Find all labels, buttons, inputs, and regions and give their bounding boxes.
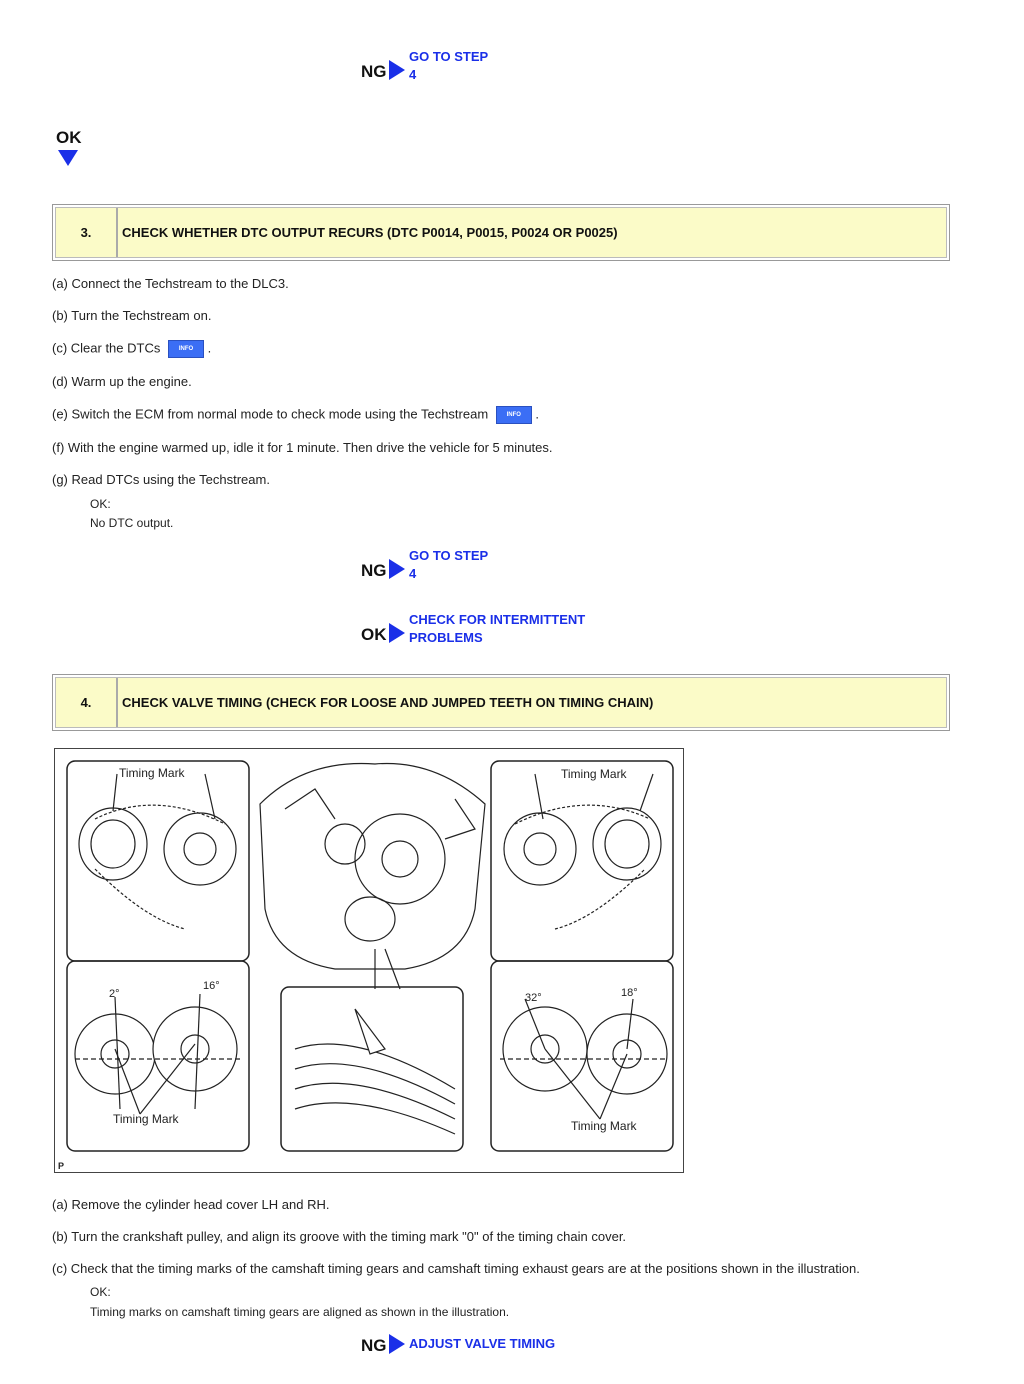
item-tail: . — [207, 340, 212, 356]
ok-label: OK — [361, 625, 387, 644]
step-3-header — [52, 204, 950, 261]
label-angle-2: 2° — [109, 988, 120, 1000]
link-line1[interactable]: GO TO STEP — [409, 49, 489, 64]
ok-marker-label: OK — [56, 128, 82, 147]
ng-nav-step4 — [361, 1322, 555, 1356]
ok-criteria-text: No DTC output. — [90, 516, 174, 530]
go-to-step-link[interactable] — [409, 48, 488, 84]
step3-item-e — [52, 406, 539, 424]
step3-item-d: (d) Warm up the engine. — [52, 374, 192, 389]
gears-bottom-left — [75, 994, 240, 1114]
step3-item-g: (g) Read DTCs using the Techstream. — [52, 472, 270, 487]
ok-nav-step3 — [361, 611, 585, 647]
ok-criteria-title: OK: — [90, 1285, 111, 1299]
ng-nav-step3 — [361, 547, 488, 583]
step3-item-c — [52, 340, 211, 358]
arrow-right-icon — [389, 623, 405, 643]
step-title: CHECK WHETHER DTC OUTPUT RECURS (DTC P0014, P0015, P0024 OR P0025) — [118, 208, 946, 257]
step-number: 4. — [56, 678, 118, 727]
label-angle-16: 16° — [203, 980, 220, 992]
step4-item-c: (c) Check that the timing marks of the camshaft timing gears and camshaft timing exhaust gears are at the positions shown in the illustration. — [52, 1261, 860, 1276]
item-text: (c) Clear the DTCs — [52, 340, 161, 356]
step3-item-a: (a) Connect the Techstream to the DLC3. — [52, 276, 289, 291]
link-line2[interactable]: 4 — [409, 566, 417, 581]
item-tail: . — [535, 406, 540, 422]
step3-item-b: (b) Turn the Techstream on. — [52, 308, 212, 323]
ng-label: NG — [361, 1336, 387, 1355]
gears-bottom-right — [500, 999, 667, 1119]
link-line2[interactable]: PROBLEMS — [409, 630, 483, 645]
label-timing-mark-bl: Timing Mark — [113, 1112, 179, 1126]
timing-diagram-svg — [55, 749, 683, 1172]
link-line1[interactable]: CHECK FOR INTERMITTENT — [409, 612, 586, 627]
arrow-right-icon — [389, 60, 405, 80]
arrow-right-icon — [389, 1334, 405, 1354]
valve-timing-illustration — [54, 748, 684, 1173]
item-text: (e) Switch the ECM from normal mode to check mode using the Techstream — [52, 406, 489, 422]
step-4-header — [52, 674, 950, 731]
check-intermittent-link[interactable] — [409, 611, 585, 647]
info-button[interactable]: INFO — [496, 406, 532, 424]
info-button[interactable]: INFO — [168, 340, 204, 358]
center-zoom-detail — [295, 1009, 455, 1134]
ng-label: NG — [361, 62, 387, 81]
ok-criteria-text: Timing marks on camshaft timing gears are aligned as shown in the illustration. — [90, 1305, 510, 1319]
link-line1[interactable]: GO TO STEP — [409, 548, 489, 563]
gears-top-right — [504, 774, 661, 929]
figure-corner-label: P — [58, 1161, 65, 1171]
label-angle-18: 18° — [621, 987, 638, 999]
step-title: CHECK VALVE TIMING (CHECK FOR LOOSE AND JUMPED TEETH ON TIMING CHAIN) — [118, 678, 946, 727]
label-timing-mark-tl: Timing Mark — [119, 766, 185, 780]
go-to-step-link[interactable] — [409, 547, 488, 583]
label-angle-32: 32° — [525, 992, 542, 1004]
step4-item-a: (a) Remove the cylinder head cover LH and RH. — [52, 1197, 330, 1212]
ng-nav-top — [361, 48, 488, 84]
link-line2[interactable]: 4 — [409, 67, 417, 82]
ok-criteria-title: OK: — [90, 497, 111, 511]
arrow-down-icon — [58, 150, 78, 166]
step4-item-b: (b) Turn the crankshaft pulley, and align its groove with the timing mark "0" of the timing chain cover. — [52, 1229, 627, 1244]
arrow-right-icon — [389, 559, 405, 579]
step-number: 3. — [56, 208, 118, 257]
gears-top-left — [79, 774, 236, 929]
label-timing-mark-tr: Timing Mark — [561, 767, 627, 781]
ng-label: NG — [361, 561, 387, 580]
step3-item-f: (f) With the engine warmed up, idle it for 1 minute. Then drive the vehicle for 5 minutes. — [52, 440, 553, 455]
label-timing-mark-br: Timing Mark — [571, 1119, 637, 1133]
engine-center — [260, 764, 485, 990]
adjust-valve-timing-link[interactable]: ADJUST VALVE TIMING — [409, 1336, 556, 1351]
